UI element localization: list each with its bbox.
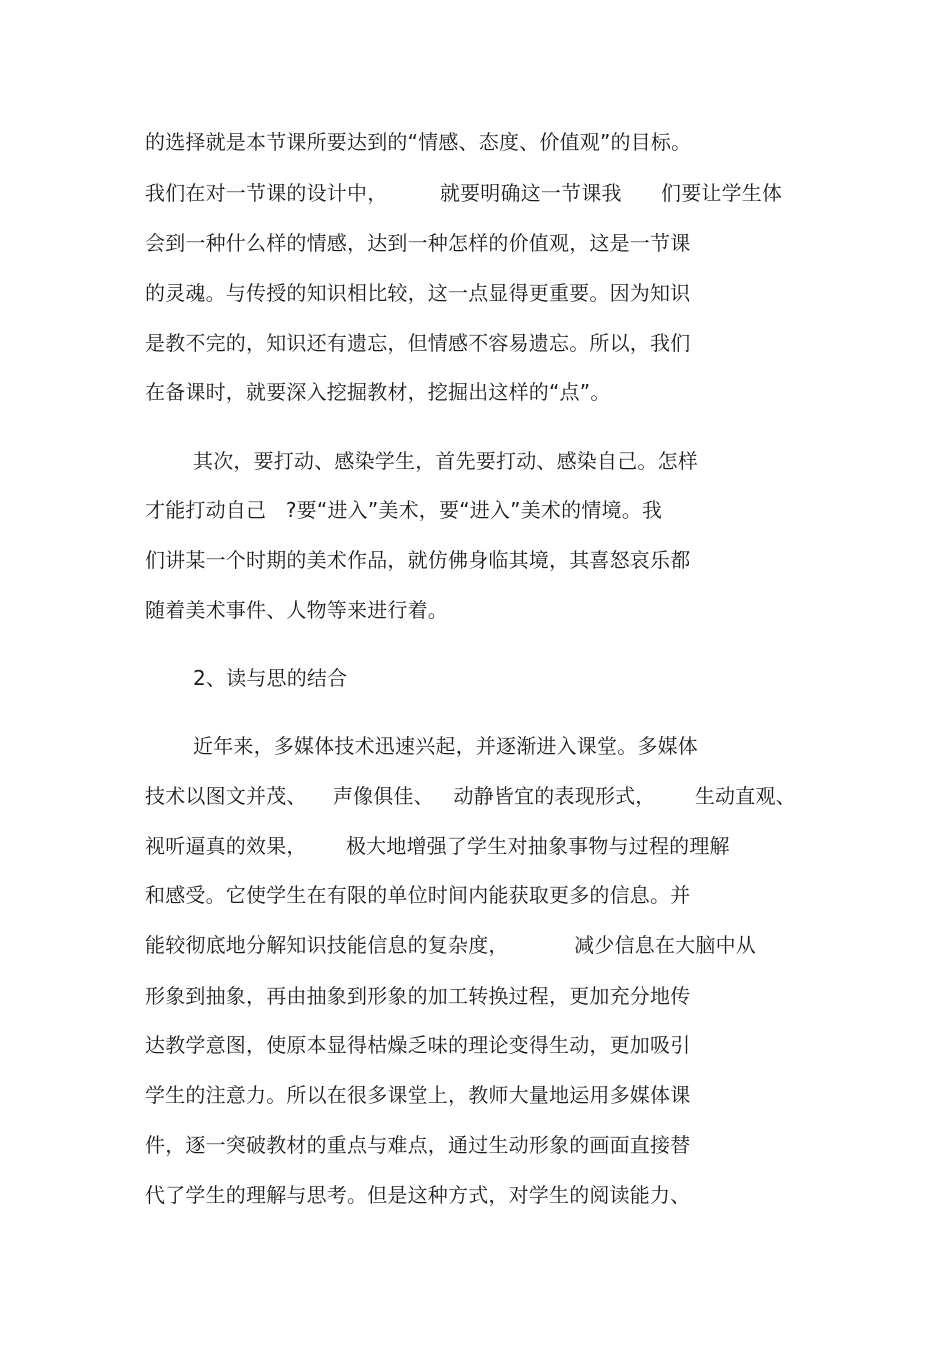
text-line: 会到一种什么样的情感，达到一种怎样的价值观，这是一节课: [145, 231, 691, 255]
text-line: 们讲某一个时期的美术作品，就仿佛身临其境，其喜怒哀乐都: [145, 548, 691, 572]
text-line: 近年来，多媒体技术迅速兴起，并逐渐进入课堂。多媒体: [193, 734, 698, 758]
text-line: 是教不完的，知识还有遗忘，但情感不容易遗忘。所以，我们: [145, 331, 691, 355]
text-line: 技术以图文并茂、 声像俱佳、 动静皆宜的表现形式， 生动直观、: [145, 784, 796, 808]
text-line: 达教学意图，使原本显得枯燥乏味的理论变得生动，更加吸引: [145, 1033, 691, 1057]
text-line: 随着美术事件、人物等来进行着。: [145, 598, 448, 622]
text-line: 和感受。它使学生在有限的单位时间内能获取更多的信息。并: [145, 883, 691, 907]
text-line: 才能打动自己 ?要“进入”美术，要“进入”美术的情境。我: [145, 498, 663, 522]
text-line: 其次，要打动、感染学生，首先要打动、感染自己。怎样: [193, 449, 698, 473]
text-line: 的灵魂。与传授的知识相比较，这一点显得更重要。因为知识: [145, 281, 691, 305]
text-line: 在备课时，就要深入挖掘教材，挖掘出这样的“点”。: [145, 380, 611, 404]
text-line: 代了学生的理解与思考。但是这种方式，对学生的阅读能力、: [145, 1183, 691, 1207]
text-line: 能较彻底地分解知识技能信息的复杂度， 减少信息在大脑中从: [145, 933, 756, 957]
text-line: 我们在对一节课的设计中， 就要明确这一节课我 们要让学生体: [145, 181, 783, 205]
text-line: 的选择就是本节课所要达到的“情感、态度、价值观”的目标。: [145, 130, 692, 154]
text-line: 件，逐一突破教材的重点与难点，通过生动形象的画面直接替: [145, 1133, 691, 1157]
section-heading: 2、读与思的结合: [193, 666, 348, 690]
text-line: 视听逼真的效果， 极大地增强了学生对抽象事物与过程的理解: [145, 834, 730, 858]
text-line: 形象到抽象，再由抽象到形象的加工转换过程，更加充分地传: [145, 984, 691, 1008]
text-line: 学生的注意力。所以在很多课堂上，教师大量地运用多媒体课: [145, 1083, 691, 1107]
